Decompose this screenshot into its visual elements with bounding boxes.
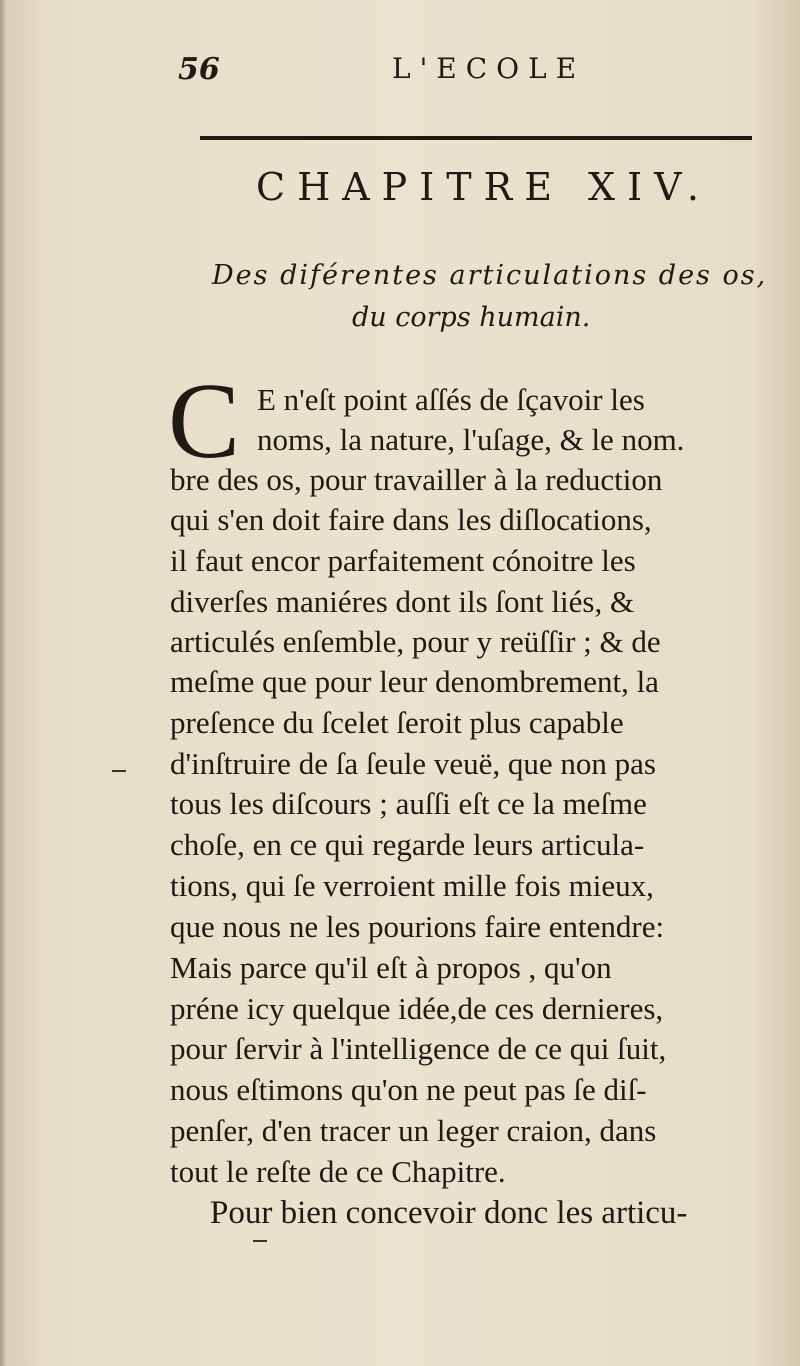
body-line: bre des os, pour travailler à la reduction <box>170 462 663 497</box>
header-rule <box>200 136 752 140</box>
body-line: tions, qui ſe verroient mille fois mieux, <box>170 868 654 903</box>
body-line: tous les diſcours ; auſſi eſt ce la meſme <box>170 786 647 821</box>
body-line: qui s'en doit faire dans les diſlocations, <box>170 502 652 537</box>
body-line: choſe, en ce qui regarde leurs articula- <box>170 827 645 862</box>
margin-mark <box>112 770 126 772</box>
body-line: articulés enſemble, pour y reüſſir ; & de <box>170 624 661 659</box>
chapter-subtitle-line-1: Des diférentes articulations des os, <box>212 260 768 291</box>
body-line: Pour bien concevoir donc les articu- <box>210 1195 688 1231</box>
page-edge <box>0 0 6 1366</box>
body-line: preſence du ſcelet ſeroit plus capable <box>170 705 624 740</box>
chapter-title: CHAPITRE XIV. <box>256 165 711 209</box>
body-line: noms, la nature, l'uſage, & le nom. <box>257 422 685 457</box>
body-line: il faut encor parfaitement cónoitre les <box>170 543 636 578</box>
body-line: diverſes maniéres dont ils ſont liés, & <box>170 584 635 619</box>
body-line: d'inſtruire de ſa ſeule veuë, que non pas <box>170 746 656 781</box>
page-number: 56 <box>178 52 220 87</box>
body-line: nous eſtimons qu'on ne peut pas ſe diſ- <box>170 1072 647 1107</box>
body-line: E n'eſt point aſſés de ſçavoir les <box>257 382 645 417</box>
chapter-subtitle-line-2: du corps humain. <box>352 302 591 333</box>
body-line: tout le reſte de ce Chapitre. <box>170 1154 506 1189</box>
body-line: Mais parce qu'il eſt à propos , qu'on <box>170 950 612 985</box>
body-line: préne icy quelque idée,de ces dernieres, <box>170 991 664 1026</box>
body-line: pour ſervir à l'intelligence de ce qui ſuit, <box>170 1031 667 1066</box>
body-line: que nous ne les pourions faire entendre: <box>170 909 665 944</box>
running-head: L'ECOLE <box>392 52 586 85</box>
body-line: penſer, d'en tracer un leger craion, dans <box>170 1113 657 1148</box>
body-line: meſme que pour leur denombrement, la <box>170 664 659 699</box>
drop-cap: C <box>168 362 241 481</box>
catchword-mark <box>253 1240 267 1242</box>
